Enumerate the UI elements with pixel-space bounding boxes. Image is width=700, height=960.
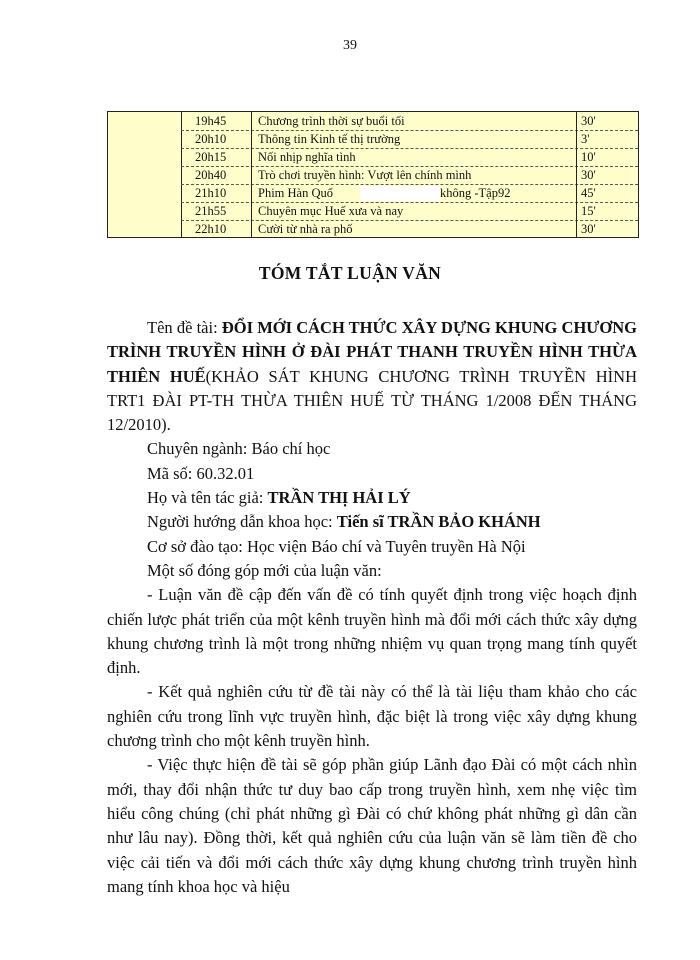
topic-label: Tên đề tài: xyxy=(147,318,222,337)
schedule-time: 21h10 xyxy=(181,184,252,202)
schedule-program: Nối nhịp nghĩa tình xyxy=(252,148,577,166)
author-label: Họ và tên tác giả: xyxy=(147,488,268,508)
table-row xyxy=(181,148,638,167)
contribution-paragraph: - Kết quả nghiên cứu từ đề tài này có thể là tài liệu tham khảo cho các nghiên cứu trong lĩnh vực truyền hình, đặc biệt là trong việc xây dựng khung chương trình cho một kênh truyền hình. xyxy=(107,682,637,751)
table-row xyxy=(181,202,638,221)
table-row xyxy=(181,184,638,203)
document-body xyxy=(107,316,637,899)
schedule-program: Trò chơi truyền hình: Vượt lên chính mình xyxy=(252,166,577,184)
schedule-program xyxy=(252,184,577,202)
schedule-left-column xyxy=(108,112,182,237)
schedule-program: Chuyên mục Huế xưa và nay xyxy=(252,202,577,220)
topic-scope: (KHẢO SÁT KHUNG CHƯƠNG TRÌNH TRUYỀN HÌNH TRT1 ĐÀI PT-TH THỪA THIÊN HUẾ TỪ THÁNG 1/2008 ĐẾN THÁNG 12/2010). xyxy=(107,366,638,435)
major-line: Chuyên ngành: Báo chí học xyxy=(147,439,331,459)
schedule-program: Thông tin Kinh tế thị trường xyxy=(252,130,577,148)
schedule-time: 21h55 xyxy=(181,202,252,220)
schedule-time: 20h10 xyxy=(181,130,252,148)
advisor-label: Người hướng dẫn khoa học: xyxy=(147,512,337,532)
schedule-duration: 30' xyxy=(581,222,596,236)
schedule-program-start: Phim Hàn Quố xyxy=(258,186,333,200)
redaction-block xyxy=(360,186,440,201)
institution-line: Cơ sở đào tạo: Học viện Báo chí và Tuyên truyền Hà Nội xyxy=(147,536,526,556)
author-line xyxy=(107,486,637,510)
schedule-duration: 30' xyxy=(581,114,596,128)
schedule-time: 20h40 xyxy=(181,166,252,184)
schedule-table xyxy=(107,111,639,238)
advisor-name: Tiến sĩ TRẦN BẢO KHÁNH xyxy=(336,512,541,532)
schedule-program-end: không -Tập92 xyxy=(440,186,511,200)
schedule-duration: 10' xyxy=(581,150,596,164)
schedule-duration: 15' xyxy=(581,204,596,218)
advisor-line xyxy=(107,510,637,534)
schedule-duration: 30' xyxy=(581,168,596,182)
schedule-program: Chương trình thời sự buổi tối xyxy=(252,112,577,130)
page-number: 39 xyxy=(343,38,357,53)
contribution-paragraph: - Luận văn đề cập đến vấn đề có tính quyết định trong việc hoạch định chiến lược phát triển của một kênh truyền hình mà đổi mới cách thức xây dựng khung chương trình là một trong những nhiệm vụ quan trọng mang tính quyết định. xyxy=(107,585,637,678)
table-row xyxy=(181,130,638,149)
table-row xyxy=(181,220,638,238)
schedule-time: 19h45 xyxy=(181,112,252,130)
author-name: TRẦN THỊ HẢI LÝ xyxy=(267,488,411,508)
contribution-paragraph: - Việc thực hiện đề tài sẽ góp phần giúp Lãnh đạo Đài có một cách nhìn mới, thay đổi nhận thức tư duy bao cấp trong truyền hình, xem nhẹ việc tìm hiểu công chúng (chỉ phát những gì Đài có chứ không phát những gì dân cần như lâu nay). Đồng thời, kết quả nghiên cứu của luận văn sẽ làm tiền đề cho việc cải tiến và đổi mới cách thức xây dựng khung chương trình truyền hình mang tính khoa học và hiệu xyxy=(107,755,637,896)
schedule-program: Cười từ nhà ra phố xyxy=(252,220,577,238)
table-row xyxy=(181,112,638,131)
schedule-time: 20h15 xyxy=(181,148,252,166)
table-row xyxy=(181,166,638,185)
topic-paragraph xyxy=(107,316,637,437)
schedule-duration: 3' xyxy=(581,132,590,146)
topic-title: ĐỔI MỚI CÁCH THỨC XÂY DỰNG KHUNG CHƯƠNG TRÌNH TRUYỀN HÌNH Ở ĐÀI PHÁT THANH TRUYỀN HÌNH THỪA THIÊN HUẾ xyxy=(107,318,637,386)
schedule-time: 22h10 xyxy=(181,220,252,238)
code-line: Mã số: 60.32.01 xyxy=(147,463,255,483)
schedule-duration: 45' xyxy=(581,186,596,200)
section-title: TÓM TẮT LUẬN VĂN xyxy=(258,263,442,283)
contributions-intro: Một số đóng góp mới của luận văn: xyxy=(147,560,382,580)
